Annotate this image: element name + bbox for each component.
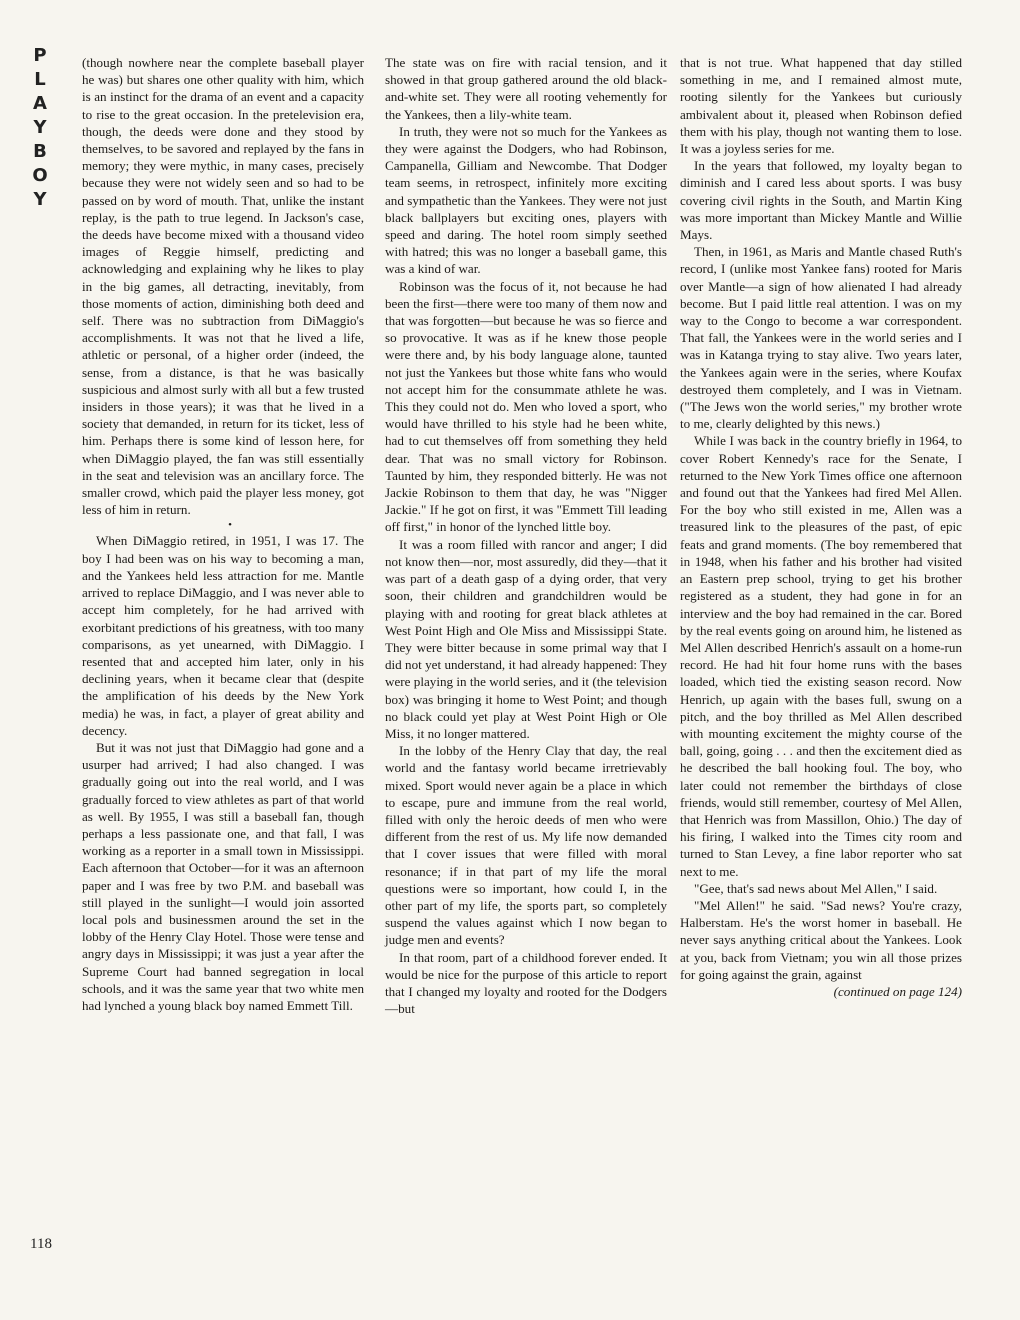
- paragraph: In that room, part of a childhood forever ended. It would be nice for the purpose of this article to report that I changed my loyalty and rooted for the Dodgers—but: [385, 949, 667, 1017]
- paragraph: (though nowhere near the complete baseball player he was) but shares one other quality with him, which is an instinct for the drama of an event and a capacity to rise to the great occasion. In the pretelevision era, though, the deeds were done and they stood by themselves, to be savored and replayed by the fans in memory; they were mythic, in many cases, precisely because they were not widely seen and so had to be passed on by word of mouth. That, unlike the instant replay, is the path to true legend. In Jackson's case, the deeds have become mixed with a thousand video images of Reggie himself, predicting and acknowledging and explaining why he likes to play in the big games, all detracting, inevitably, from those moments of action, diminishing both deed and self. There was no subtraction from DiMaggio's accomplishments. It was not that he lived a life, athletic or personal, of a higher order (indeed, the sense, from a distance, is that he was basically suspicious and almost surly with all but a few trusted insiders in those years); it was that he lived in a society that demanded, in return for its ticket, less of him. Perhaps there is some kind of lesson here, for when DiMaggio played, the fan was still essentially in the seat and television was an ancillary force. The smaller crowd, which paid the player less money, got less of him in return.: [82, 55, 364, 518]
- paragraph: Then, in 1961, as Maris and Mantle chased Ruth's record, I (unlike most Yankee fans) rooted for Maris over Mantle—a sign of how alienated I had already become. But I paid little real attention. I was on my way to the Congo to become a war correspondent. That fall, the Yankees were in the world series and I was in Katanga trying to stay alive. Two years later, the Yankees again were in the series, where Koufax destroyed them completely, and I was in Vietnam. ("The Jews won the world series," my brother wrote to me, clearly delighted by this news.): [680, 244, 962, 432]
- text-column-3: [680, 54, 962, 1000]
- paragraph: But it was not just that DiMaggio had gone and a usurper had arrived; I had also changed. I was gradually going out into the real world, and I was gradually forced to view athletes as part of that world as well. By 1955, I was still a baseball fan, though perhaps a less passionate one, and that fall, I was working as a reporter in a small town in Mississippi. Each afternoon that October—for it was an afternoon paper and I was free by two P.M. and baseball was still played in the sunlight—I would join assorted local pols and businessmen around the set in the lobby of the Henry Clay Hotel. Those were tense and angry days in Mississippi; it was just a year after the Supreme Court had banned segregation in local schools, and it was the same year that two white men had lynched a young black boy named Emmett Till.: [82, 739, 364, 1013]
- masthead-letter: O: [32, 165, 48, 186]
- paragraph: In the years that followed, my loyalty began to diminish and I cared less about sports. I was busy covering civil rights in the South, and Martin King was more important than Mickey Mantle and Willie Mays.: [680, 158, 962, 243]
- masthead-letter: L: [34, 69, 46, 90]
- playboy-masthead: [20, 44, 60, 212]
- paragraph: When DiMaggio retired, in 1951, I was 17. The boy I had been was on his way to becoming a man, and the Yankees held less attraction for me. Mantle arrived to replace DiMaggio, and I was never able to accept him completely, for he had arrived with exorbitant predictions of his greatness, with too many comparisons, as yet unearned, with DiMaggio. I resented that and accepted him later, only in his declining years, when it became clear that (despite the amplification of his deeds by the New York media) he was, in fact, a player of great ability and decency.: [82, 533, 364, 738]
- paragraph: While I was back in the country briefly in 1964, to cover Robert Kennedy's race for the Senate, I returned to the New York Times office one afternoon and found out that the Yankees had fired Mel Allen. For the boy who still existed in me, Allen was a treasured link to the pleasures of the past, of epic feats and grand moments. (The boy remembered that in 1948, when his father and his brother had visited an Eastern prep school, trying to get his brother registered as a student, they had gone in for an interview and the boy had remained in the car. Bored by the real events going on around him, he listened as Mel Allen described Henrich's assault on a home-run record. He had hit four home runs with the bases loaded, which tied the existing season record. Now Henrich, up again with the bases full, swung on a pitch, and the boy thrilled as Mel Allen described with mounting excitement the mighty course of the ball, going, going . . . and then the excitement died as he described the ball hooking foul. The boy, who later could not remember the birthdays of close friends, would still remember, courtesy of Mel Allen, that Henrich was from Massillon, Ohio.) The day of his firing, I walked into the Times city room and turned to Stan Levey, a fine labor reporter who sat next to me.: [680, 433, 962, 879]
- masthead-letter: Y: [33, 189, 47, 210]
- masthead-letter: B: [33, 141, 47, 162]
- paragraph: In the lobby of the Henry Clay that day, the real world and the fantasy world became irretrievably mixed. Sport would never again be a place in which to escape, pure and immune from the real world, filled with only the heroic deeds of men who were different from the rest of us. My life now demanded that I cover issues that were filled with moral resonance; if in that part of my life the moral questions were so important, how could I, in the other part of my life, the sports part, so completely suspend the values against which I now began to judge men and events?: [385, 743, 667, 948]
- paragraph: Robinson was the focus of it, not because he had been the first—there were too many of them now and that was forgotten—but because he was so fierce and so provocative. It was as if he knew those people were there and, by his body language alone, taunted not just the Yankees but those white fans who would not accept him for the consummate athlete he was. This they could not do. Men who loved a sport, who would have thrilled to his style had he been white, had to cut themselves off from something they held dear. That was no small victory for Robinson. Taunted by him, they responded bitterly. He was not Jackie Robinson to them that day, he was "Nigger Jackie." If he got on first, it was "Emmett Till leading off first," in honor of the lynched little boy.: [385, 278, 667, 535]
- page-number: 118: [30, 1236, 52, 1252]
- section-separator: •: [228, 519, 232, 532]
- paragraph: In truth, they were not so much for the Yankees as they were against the Dodgers, who had Robinson, Campanella, Gilliam and Newcombe. That Dodger team seems, in retrospect, infinitely more exciting and sympathetic than the Yankees. They were not just black ballplayers but exciting ones, players with speed and daring. The hotel room simply seethed with hatred; this was no longer a baseball game, this was a kind of war.: [385, 123, 667, 277]
- paragraph: that is not true. What happened that day stilled something in me, and I remained almost mute, rooting silently for the Yankees but curiously ambivalent about it, pleased when Robinson defied them with his play, though not wanting them to lose. It was a joyless series for me.: [680, 55, 962, 157]
- masthead-letter: A: [33, 93, 47, 114]
- paragraph: "Mel Allen!" he said. "Sad news? You're crazy, Halberstam. He's the worst homer in baseball. He never says anything critical about the Yankees. Look at you, back from Vietnam; you win all those prizes for going against the grain, against: [680, 897, 962, 982]
- text-column-2: [385, 54, 667, 1017]
- masthead-letter: Y: [33, 117, 47, 138]
- text-column-1: [82, 54, 364, 1014]
- paragraph: The state was on fire with racial tension, and it showed in that group gathered around the old black-and-white set. They were all rooting vehemently for the Yankees, then a lily-white team.: [385, 55, 667, 122]
- masthead-letter: P: [33, 45, 47, 66]
- continued-note: (continued on page 124): [833, 983, 962, 999]
- paragraph: "Gee, that's sad news about Mel Allen," I said.: [694, 880, 938, 896]
- paragraph: It was a room filled with rancor and anger; I did not know then—nor, most assuredly, did they—that it was part of a death gasp of a dying order, that very soon, their children and grandchildren would be playing with and rooting for great black athletes at West Point High and Ole Miss and Mississippi State. They were bitter because in some primal way that I did not yet understand, it had already happened: They were playing in the world series, and it (the television box) was bringing it home to West Point; and though no black could yet play at West Point High or Ole Miss, it no longer mattered.: [385, 536, 667, 741]
